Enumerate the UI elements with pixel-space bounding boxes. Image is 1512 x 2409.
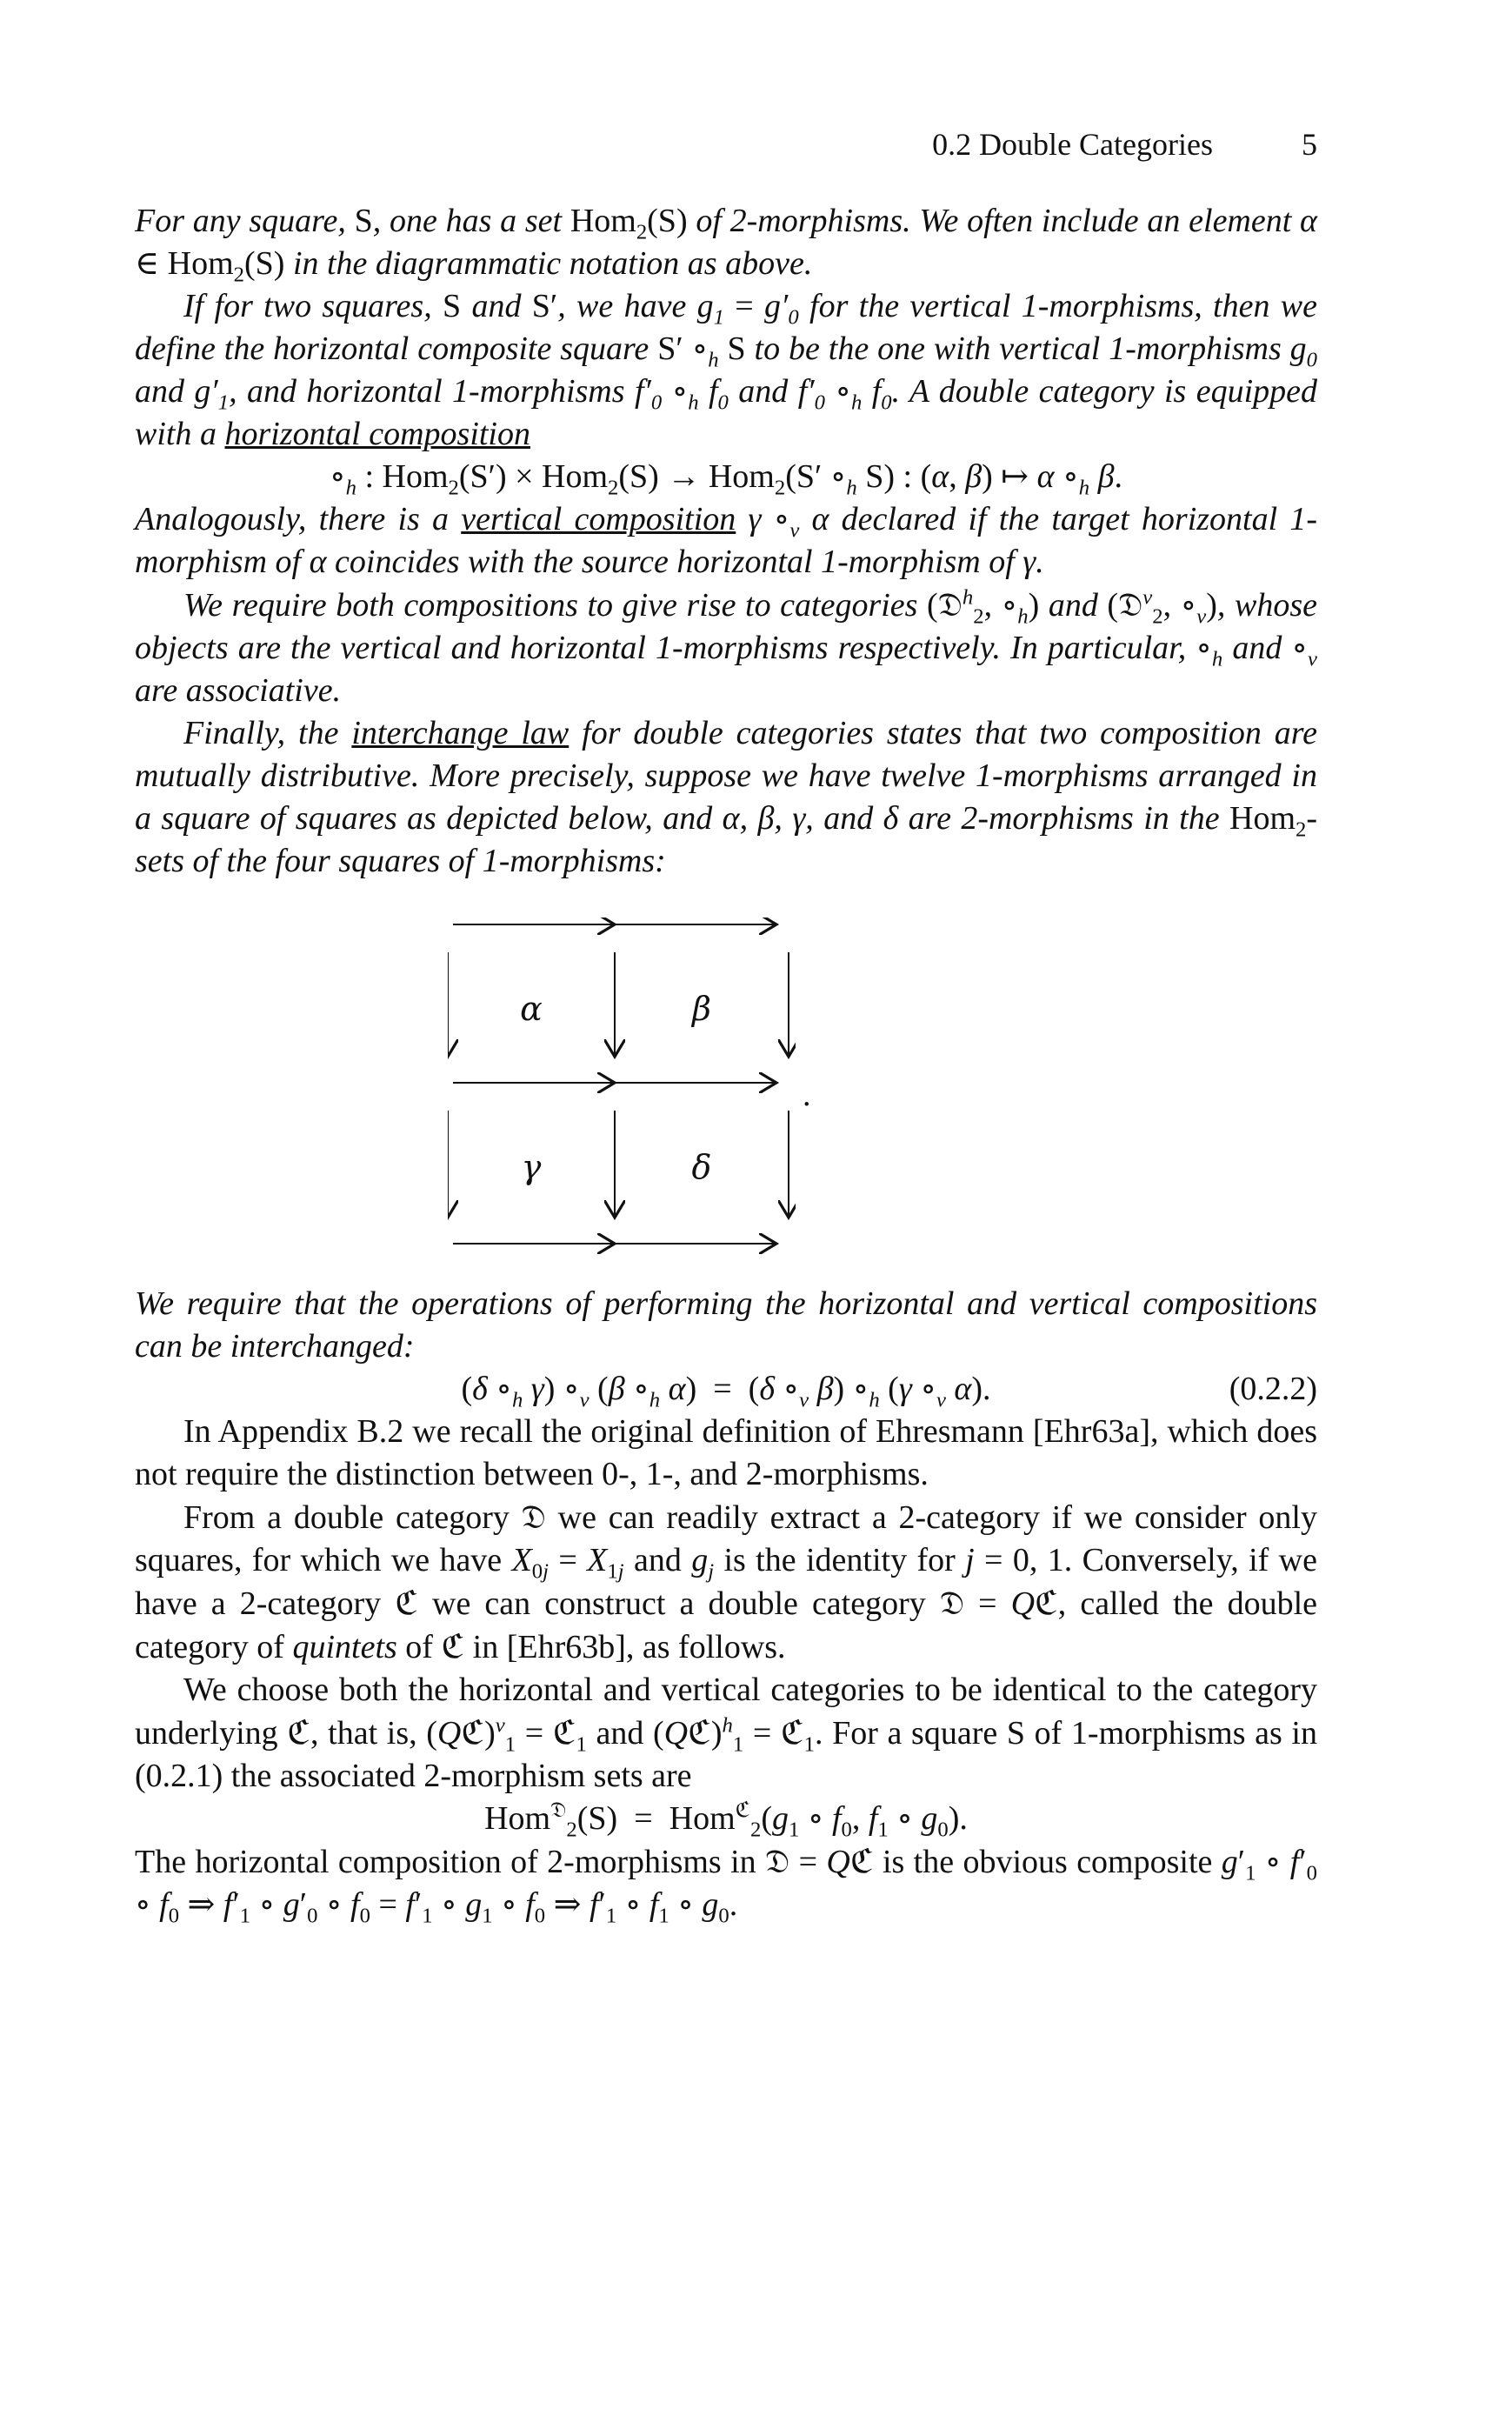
label-gamma: γ [521,1148,542,1186]
paragraph-interchange-law: Finally, the interchange law for double categories states that two composition are mutually distributive. More precisely, suppose we have twelve 1-morphisms arranged in a square of squares as depicted below, and α, β, γ, and δ are 2-morphisms in the Hom$_2$-sets of the four squares of 1-morphisms: [135,715,1318,879]
label-beta: β [692,990,711,1028]
paragraph-vertical-composition: Analogously, there is a vertical composition γ $\circ_v$ α declared if the target horizontal 1-morphism of α coincides with the source horizontal 1-morphism of γ. [135,501,1318,580]
paragraph-horizontal-composite-quintets: The horizontal composition of 2-morphisms in 𝔇 = Qℭ is the obvious composite $g'_1$ ∘ $f'_0$ ∘ $f_0$ ⇒ $f'_1$ ∘ $g'_0$ ∘ $f_0 = f'_1$ ∘ $g_1$ ∘ $f_0$ ⇒ $f'_1$ ∘ $f_1$ ∘ $g_0$. [135,1842,1318,1928]
equation-horizontal-composition: $\circ_h$ : Hom$_2$(S′) × Hom$_2$(S) → Hom$_2$(S′ $\circ_h$ S) : (α, β) ↦ α $\circ_h$ β. [329,458,1123,500]
diagram-period: . [803,1077,811,1113]
label-delta: δ [691,1148,712,1186]
paragraph-quintets: From a double category 𝔇 we can readily extract a 2-category if we consider only squares, for which we have $X_{0j} = X_{1j}$ and $g_j$ is the identity for j = 0, 1. Conversely, if we have a 2-category ℭ we can construct a double category 𝔇 = Qℭ, called the double category of quintets of ℭ in [Ehr63b], as follows. [135,1498,1318,1665]
diagram-svg [448,918,796,1257]
page-body [135,200,1317,1926]
paragraph-interchange-require: We require that the operations of performing the horizontal and vertical compositions can be interchanged: [135,1285,1317,1365]
equation-interchange: (δ $\circ_h$ γ) $\circ_v$ (β $\circ_h$ α) = (δ $\circ_v$ β) $\circ_h$ (γ $\circ_v$ α). (0.2.2) [135,1368,1317,1411]
paragraph-2-morphisms: For any square, S, one has a set Hom$_2$(S) of 2-morphisms. We often include an element α ∈ Hom$_2$(S) in the diagrammatic notation as above. [135,203,1317,287]
paragraph-horizontal-composite: If for two squares, S and S′, we have $g_1 = g'_0$ for the vertical 1-morphisms, then we define the horizontal composite square S′ $\circ_h$ S to be the one with vertical 1-morphisms $g_0$ and $g'_1$, and horizontal 1-morphisms $f'_0$ $\circ_h$ $f_0$ and $f'_0$ $\circ_h$ $f_0$. A double category is equipped with a horizontal composition [135,288,1318,452]
square-of-squares-diagram [135,918,1317,1257]
equation-number: (0.2.2) [1229,1371,1317,1407]
paragraph-ehresmann: In Appendix B.2 we recall the original definition of Ehresmann [Ehr63a], which does not require the distinction between 0-, 1-, and 2-morphisms. [135,1413,1317,1492]
running-title: 0.2 Double Categories [932,127,1213,162]
label-alpha: α [520,990,543,1028]
page-header [135,126,1317,170]
paragraph-choose-categories: We choose both the horizontal and vertical categories to be identical to the category underlying ℭ, that is, (Qℭ)$^v_1$ = ℭ$_1$ and (Qℭ)$^h_1$ = ℭ$_1$. For a square S of 1-morphisms as in (0.2.1) the associated 2-morphism sets are [135,1672,1317,1794]
page-number: 5 [1302,127,1317,162]
paragraph-categories: We require both compositions to give rise to categories (𝔇$^h_2$, $\circ_h$) and (𝔇$^v_2$, $\circ_v$), whose objects are the vertical and horizontal 1-morphisms respectively. In particular, $\circ_h$ and $\circ_v$ are associative. [135,585,1317,709]
equation-hom-quintets: $Hom^𝔇_2(S) = Hom^ℭ_2(g_1$ ∘ $f_0$, $f_1$ ∘ $g_0$). [484,1797,968,1842]
